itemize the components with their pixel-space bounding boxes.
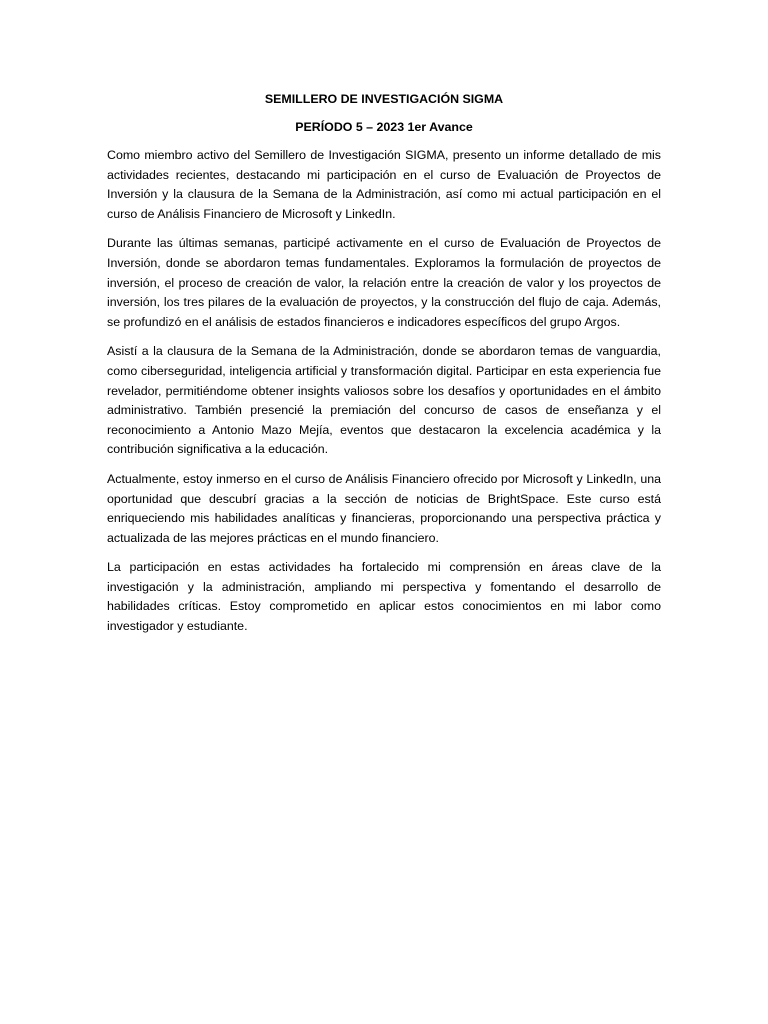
document-title: SEMILLERO DE INVESTIGACIÓN SIGMA xyxy=(264,92,504,106)
document-subtitle: PERÍODO 5 – 2023 1er Avance xyxy=(295,120,473,134)
paragraph-conclusion: La participación en estas actividades ha fortalecido mi comprensión en áreas clave de la investigación y la administración, ampliando mi perspectiva y fomentando el desarrollo de habilidades críticas. Estoy comprometido en aplicar estos conocimientos en mi labor como investigador y estudiante. xyxy=(107,560,661,634)
paragraph-course: Durante las últimas semanas, participé activamente en el curso de Evaluación de Proyectos de Inversión, donde se abordaron temas fundamentales. Exploramos la formulación de proyectos de inversión, el proceso de creación de valor, la relación entre la creación de valor y los proyectos de inversión, los tres pilares de la evaluación de proyectos, y la construcción del flujo de caja. Además, se profundizó en el análisis de estados financieros e indicadores específicos del grupo Argos. xyxy=(107,236,661,329)
paragraph-intro: Como miembro activo del Semillero de Investigación SIGMA, presento un informe detallado de mis actividades recientes, destacando mi participación en el curso de Evaluación de Proyectos de Inversión y la clausura de la Semana de la Administración, así como mi actual participación en el curso de Análisis Financiero de Microsoft y LinkedIn. xyxy=(107,148,661,221)
document-page xyxy=(107,90,661,647)
paragraph-current-course: Actualmente, estoy inmerso en el curso de Análisis Financiero ofrecido por Microsoft y LinkedIn, una oportunidad que descubrí gracias a la sección de noticias de BrightSpace. Este curso está enriqueciendo mis habilidades analíticas y financieras, proporcionando una perspectiva práctica y actualizada de las mejores prácticas en el mundo financiero. xyxy=(107,471,661,545)
paragraph-closing-event: Asistí a la clausura de la Semana de la Administración, donde se abordaron temas de vanguardia, como ciberseguridad, inteligencia artificial y transformación digital. Participar en esta experiencia fue revelador, permitiéndome obtener insights valiosos sobre los desafíos y oportunidades en el ámbito administrativo. También presencié la premiación del concurso de casos de enseñanza y el reconocimiento a Antonio Mazo Mejía, eventos que destacaron la excelencia académica y la contribución significativa a la educación. xyxy=(107,344,661,457)
